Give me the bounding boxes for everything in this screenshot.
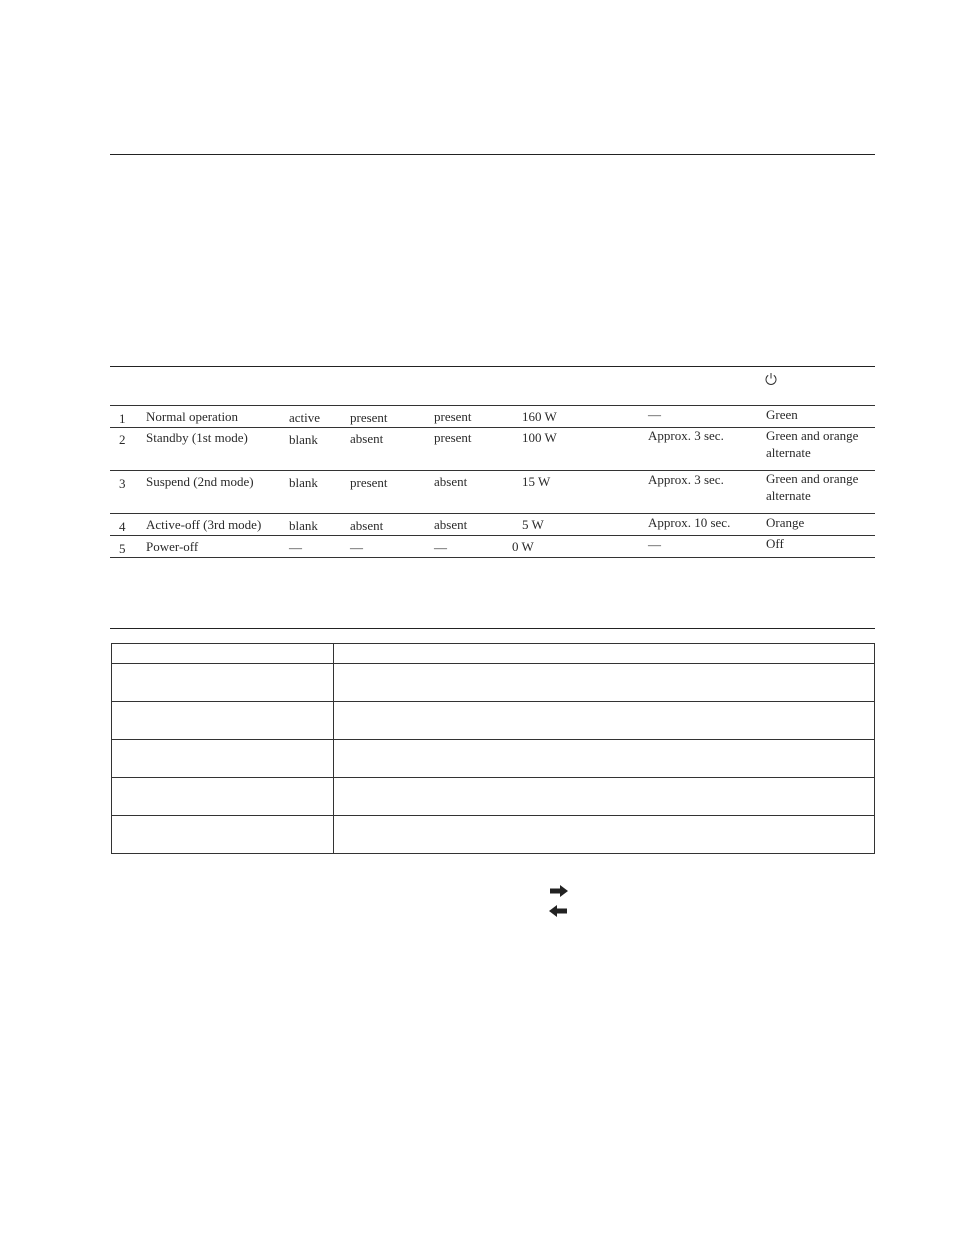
recovery-time: — [648, 407, 661, 422]
grid-row-divider [112, 663, 874, 664]
row-number: 1 [119, 411, 126, 426]
table-bottom-rule [110, 557, 875, 558]
power-consumption: 100 W [522, 430, 557, 445]
power-consumption: 5 W [522, 517, 544, 532]
hsync-value: blank [289, 475, 318, 490]
vsync-value: present [350, 475, 388, 490]
hsync-value: blank [289, 432, 318, 447]
hsync-value: active [289, 410, 321, 425]
recovery-time: Approx. 3 sec. [648, 428, 724, 443]
grid-row-divider [112, 701, 874, 702]
grid-column-divider [333, 644, 334, 853]
section-rule-top [110, 154, 875, 155]
row-divider [110, 470, 875, 471]
vsync-value: absent [350, 431, 384, 446]
grid-row-divider [112, 739, 874, 740]
power-consumption: 160 W [522, 409, 557, 424]
video-value: present [434, 430, 472, 445]
video-value: present [434, 409, 472, 424]
indicator-state: Green and orange alternate [766, 428, 859, 460]
hsync-value: blank [289, 518, 318, 533]
row-divider [110, 535, 875, 536]
empty-grid-table [111, 643, 875, 854]
table-header-rule [110, 405, 875, 406]
video-value: — [434, 540, 447, 555]
indicator-state: Green [766, 407, 798, 422]
hsync-value: — [289, 540, 302, 555]
power-consumption: 15 W [522, 474, 551, 489]
video-value: absent [434, 474, 468, 489]
mode-name: Active-off (3rd mode) [146, 517, 262, 532]
table-top-rule [110, 366, 875, 367]
recovery-time: Approx. 10 sec. [648, 515, 731, 530]
mode-name: Power-off [146, 539, 199, 554]
section-rule-second [110, 628, 875, 629]
grid-row-divider [112, 815, 874, 816]
recovery-time: — [648, 537, 661, 552]
mode-name: Standby (1st mode) [146, 430, 248, 445]
row-divider [110, 513, 875, 514]
power-consumption: 0 W [512, 539, 534, 554]
row-number: 5 [119, 541, 126, 556]
mode-name: Suspend (2nd mode) [146, 474, 254, 489]
vsync-value: present [350, 410, 388, 425]
arrow-right-icon [549, 884, 569, 898]
indicator-state: Orange [766, 515, 805, 530]
arrow-left-icon [548, 904, 568, 918]
indicator-state: Green and orange alternate [766, 471, 859, 503]
video-value: absent [434, 517, 468, 532]
vsync-value: — [350, 540, 363, 555]
grid-row-divider [112, 777, 874, 778]
mode-name: Normal operation [146, 409, 239, 424]
row-number: 3 [119, 476, 126, 491]
indicator-state: Off [766, 536, 784, 551]
row-divider [110, 427, 875, 428]
recovery-time: Approx. 3 sec. [648, 472, 724, 487]
power-icon [764, 372, 778, 386]
row-number: 2 [119, 432, 126, 447]
row-number: 4 [119, 519, 126, 534]
vsync-value: absent [350, 518, 384, 533]
